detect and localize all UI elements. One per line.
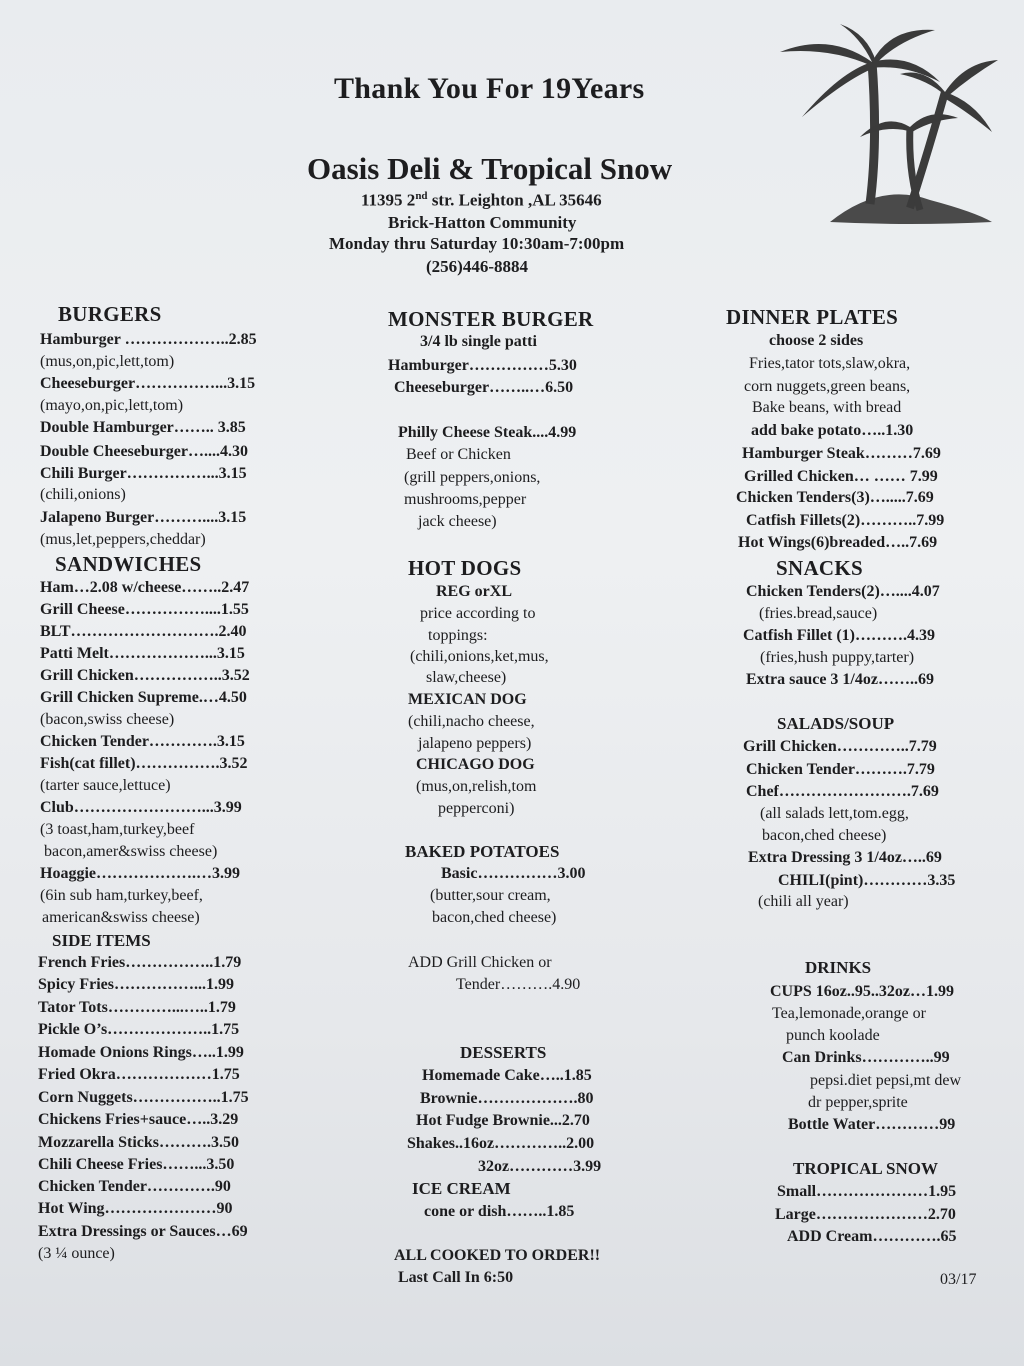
menu-item: Ham…2.08 w/cheese……..2.47 (40, 579, 250, 596)
item-note: price according to (420, 605, 536, 622)
phone-number: (256)446-8884 (426, 257, 528, 276)
menu-item: Tender……….4.90 (456, 976, 581, 993)
item-note: Fries,tator tots,slaw,okra, (749, 355, 911, 372)
menu-item: Club……………………...3.99 (40, 799, 242, 816)
menu-item: Hamburger Steak………7.69 (742, 445, 941, 462)
menu-item: Chicken Tender………….3.15 (40, 733, 245, 750)
menu-item: Fish(cat fillet)…………….3.52 (40, 755, 248, 772)
menu-item: French Fries……………..1.79 (38, 954, 242, 971)
item-note: pepsi.diet pepsi,mt dew (810, 1072, 962, 1089)
menu-item: Chili Cheese Fries……...3.50 (38, 1156, 235, 1173)
menu-item: add bake potato…..1.30 (751, 422, 914, 439)
menu-item: Basic……………3.00 (441, 865, 586, 882)
item-note: jack cheese) (418, 513, 497, 530)
menu-item: Extra Dressing 3 1/4oz…..69 (748, 849, 942, 866)
drinks-heading: DRINKS (805, 958, 872, 977)
menu-item: Catfish Fillets(2)………..7.99 (746, 512, 945, 529)
item-note: mushrooms,pepper (404, 491, 527, 508)
sandwiches-heading: SANDWICHES (55, 552, 202, 576)
menu-item: Fried Okra………………1.75 (38, 1066, 240, 1083)
item-note: 3/4 lb single patti (420, 333, 537, 350)
menu-item: Chicken Tender………….90 (38, 1178, 231, 1195)
menu-item: Extra Dressings or Sauces…69 (38, 1223, 248, 1240)
item-note: (chili,onions,ket,mus, (410, 648, 549, 665)
item-note: Beef or Chicken (406, 446, 511, 463)
monster-burger-heading: MONSTER BURGER (388, 307, 594, 331)
hours: Monday thru Saturday 10:30am-7:00pm (329, 234, 625, 253)
item-note: (mus,on,relish,tom (416, 778, 537, 795)
menu-item: Hot Wing…………………90 (38, 1200, 233, 1217)
menu-item: cone or dish……..1.85 (424, 1203, 575, 1220)
item-note: american&swiss cheese) (42, 909, 200, 926)
menu-item: Grill Cheese……………....1.55 (40, 601, 249, 618)
item-note: dr pepper,sprite (808, 1094, 908, 1111)
menu-item: Philly Cheese Steak....4.99 (398, 424, 577, 441)
menu-item: Corn Nuggets……………..1.75 (38, 1089, 249, 1106)
menu-item: Hamburger……………5.30 (388, 357, 577, 374)
menu-item: Pickle O’s………………..1.75 (38, 1021, 240, 1038)
item-note: (3 ¼ ounce) (38, 1245, 115, 1262)
thank-you-heading: Thank You For 19Years (334, 72, 645, 105)
menu-item: 32oz…………3.99 (478, 1158, 602, 1175)
item-note: (6in sub ham,turkey,beef, (40, 887, 203, 904)
menu-item: Chicken Tenders(2)…....4.07 (746, 583, 940, 600)
menu-item: Grilled Chicken… …… 7.99 (744, 468, 938, 485)
menu-item: Hot Fudge Brownie...2.70 (416, 1112, 590, 1129)
menu-item: Shakes..16oz…………..2.00 (407, 1135, 595, 1152)
item-note: (grill peppers,onions, (404, 469, 541, 486)
tropical-snow-heading: TROPICAL SNOW (793, 1159, 938, 1178)
menu-item: Cheeseburger……………...3.15 (40, 375, 256, 392)
menu-item: Chili Burger……………...3.15 (40, 465, 247, 482)
dinner-plates-heading: DINNER PLATES (726, 305, 899, 329)
item-note: (tarter sauce,lettuce) (40, 777, 171, 794)
item-note: punch koolade (786, 1027, 880, 1044)
item-note: jalapeno peppers) (418, 735, 532, 752)
last-call-note: Last Call In 6:50 (398, 1269, 514, 1286)
item-note: Tea,lemonade,orange or (772, 1005, 926, 1022)
restaurant-name: Oasis Deli & Tropical Snow (307, 151, 673, 186)
address (361, 190, 602, 211)
menu-item: Can Drinks…………..99 (782, 1049, 950, 1066)
menu-item: Grill Chicken Supreme.…4.50 (40, 689, 247, 706)
address-suffix: nd (415, 190, 428, 202)
item-note: bacon,amer&swiss cheese) (44, 843, 218, 860)
community: Brick-Hatton Community (388, 213, 577, 232)
item-note: Bake beans, with bread (752, 399, 902, 416)
item-note: (chili,nacho cheese, (408, 713, 535, 730)
menu-item: ADD Cream………….65 (787, 1228, 957, 1245)
menu-item: ADD Grill Chicken or (408, 954, 552, 971)
menu-item: Chef…………………….7.69 (746, 783, 939, 800)
menu-item: Grill Chicken…………..7.79 (743, 738, 937, 755)
palm-tree-icon (760, 22, 1000, 232)
menu-item: Double Cheeseburger…....4.30 (40, 443, 248, 460)
item-note: slaw,cheese) (426, 669, 507, 686)
item-note: (mayo,on,pic,lett,tom) (40, 397, 184, 414)
menu-item: Jalapeno Burger………....3.15 (40, 509, 247, 526)
menu-item: MEXICAN DOG (408, 691, 527, 708)
item-note: (chili all year) (758, 893, 849, 910)
menu-item: CUPS 16oz..95..32oz…1.99 (770, 983, 954, 1000)
menu-item: Small…………………1.95 (777, 1183, 957, 1200)
baked-potatoes-heading: BAKED POTATOES (405, 842, 560, 861)
menu-item: CHILI(pint)…………3.35 (778, 872, 956, 889)
burgers-heading: BURGERS (58, 302, 162, 326)
item-note: bacon,ched cheese) (432, 909, 557, 926)
menu-item: Homemade Cake…..1.85 (422, 1067, 592, 1084)
item-note: (fries.bread,sauce) (759, 605, 878, 622)
desserts-heading: DESSERTS (460, 1043, 547, 1062)
item-note: toppings: (428, 627, 488, 644)
menu-item: BLT……………………….2.40 (40, 623, 247, 640)
item-note: (bacon,swiss cheese) (40, 711, 175, 728)
menu-item: Grill Chicken……………..3.52 (40, 667, 250, 684)
menu-item: Extra sauce 3 1/4oz……..69 (746, 671, 934, 688)
item-note: (butter,sour cream, (430, 887, 551, 904)
hot-dogs-heading: HOT DOGS (408, 556, 522, 580)
menu-item: Hamburger ………………..2.85 (40, 331, 257, 348)
menu-date: 03/17 (940, 1271, 977, 1288)
address-street: str. Leighton ,AL 35646 (427, 190, 602, 210)
side-items-heading: SIDE ITEMS (52, 931, 151, 950)
menu-item: Homade Onions Rings…..1.99 (38, 1044, 244, 1061)
cooked-to-order-note: ALL COOKED TO ORDER!! (394, 1247, 601, 1264)
menu-item: Catfish Fillet (1)……….4.39 (743, 627, 935, 644)
address-number: 11395 2 (361, 190, 416, 210)
menu-item: Chicken Tenders(3)….....7.69 (736, 489, 934, 506)
item-note: choose 2 sides (769, 332, 864, 349)
item-note: pepperconi) (438, 800, 515, 817)
menu-item: Spicy Fries……………...1.99 (38, 976, 234, 993)
item-note: bacon,ched cheese) (762, 827, 887, 844)
item-note: (all salads lett,tom.egg, (760, 805, 909, 822)
menu-item: Brownie……………….80 (420, 1090, 594, 1107)
menu-item: REG orXL (436, 583, 512, 600)
item-note: (chili,onions) (40, 486, 126, 503)
ice-cream-heading: ICE CREAM (412, 1179, 511, 1198)
menu-item: Hot Wings(6)breaded…..7.69 (738, 534, 938, 551)
menu-item: Mozzarella Sticks……….3.50 (38, 1134, 240, 1151)
item-note: corn nuggets,green beans, (744, 378, 911, 395)
menu-item: Chicken Tender……….7.79 (746, 761, 935, 778)
menu-item: Chickens Fries+sauce…..3.29 (38, 1111, 239, 1128)
menu-item: Bottle Water…………99 (788, 1116, 956, 1133)
menu-item: Tator Tots…………...…..1.79 (38, 999, 236, 1016)
menu-item: Double Hamburger…….. 3.85 (40, 419, 246, 436)
item-note: (fries,hush puppy,tarter) (760, 649, 915, 666)
snacks-heading: SNACKS (776, 556, 863, 580)
item-note: (mus,let,peppers,cheddar) (40, 531, 206, 548)
menu-item: CHICAGO DOG (416, 756, 535, 773)
menu-item: Hoaggie……………….…3.99 (40, 865, 240, 882)
menu-item: Cheeseburger……..…6.50 (394, 379, 574, 396)
menu-item: Large…………………2.70 (775, 1206, 956, 1223)
salads-soup-heading: SALADS/SOUP (777, 714, 895, 733)
item-note: (mus,on,pic,lett,tom) (40, 353, 175, 370)
menu-item: Patti Melt………………...3.15 (40, 645, 245, 662)
item-note: (3 toast,ham,turkey,beef (40, 821, 195, 838)
